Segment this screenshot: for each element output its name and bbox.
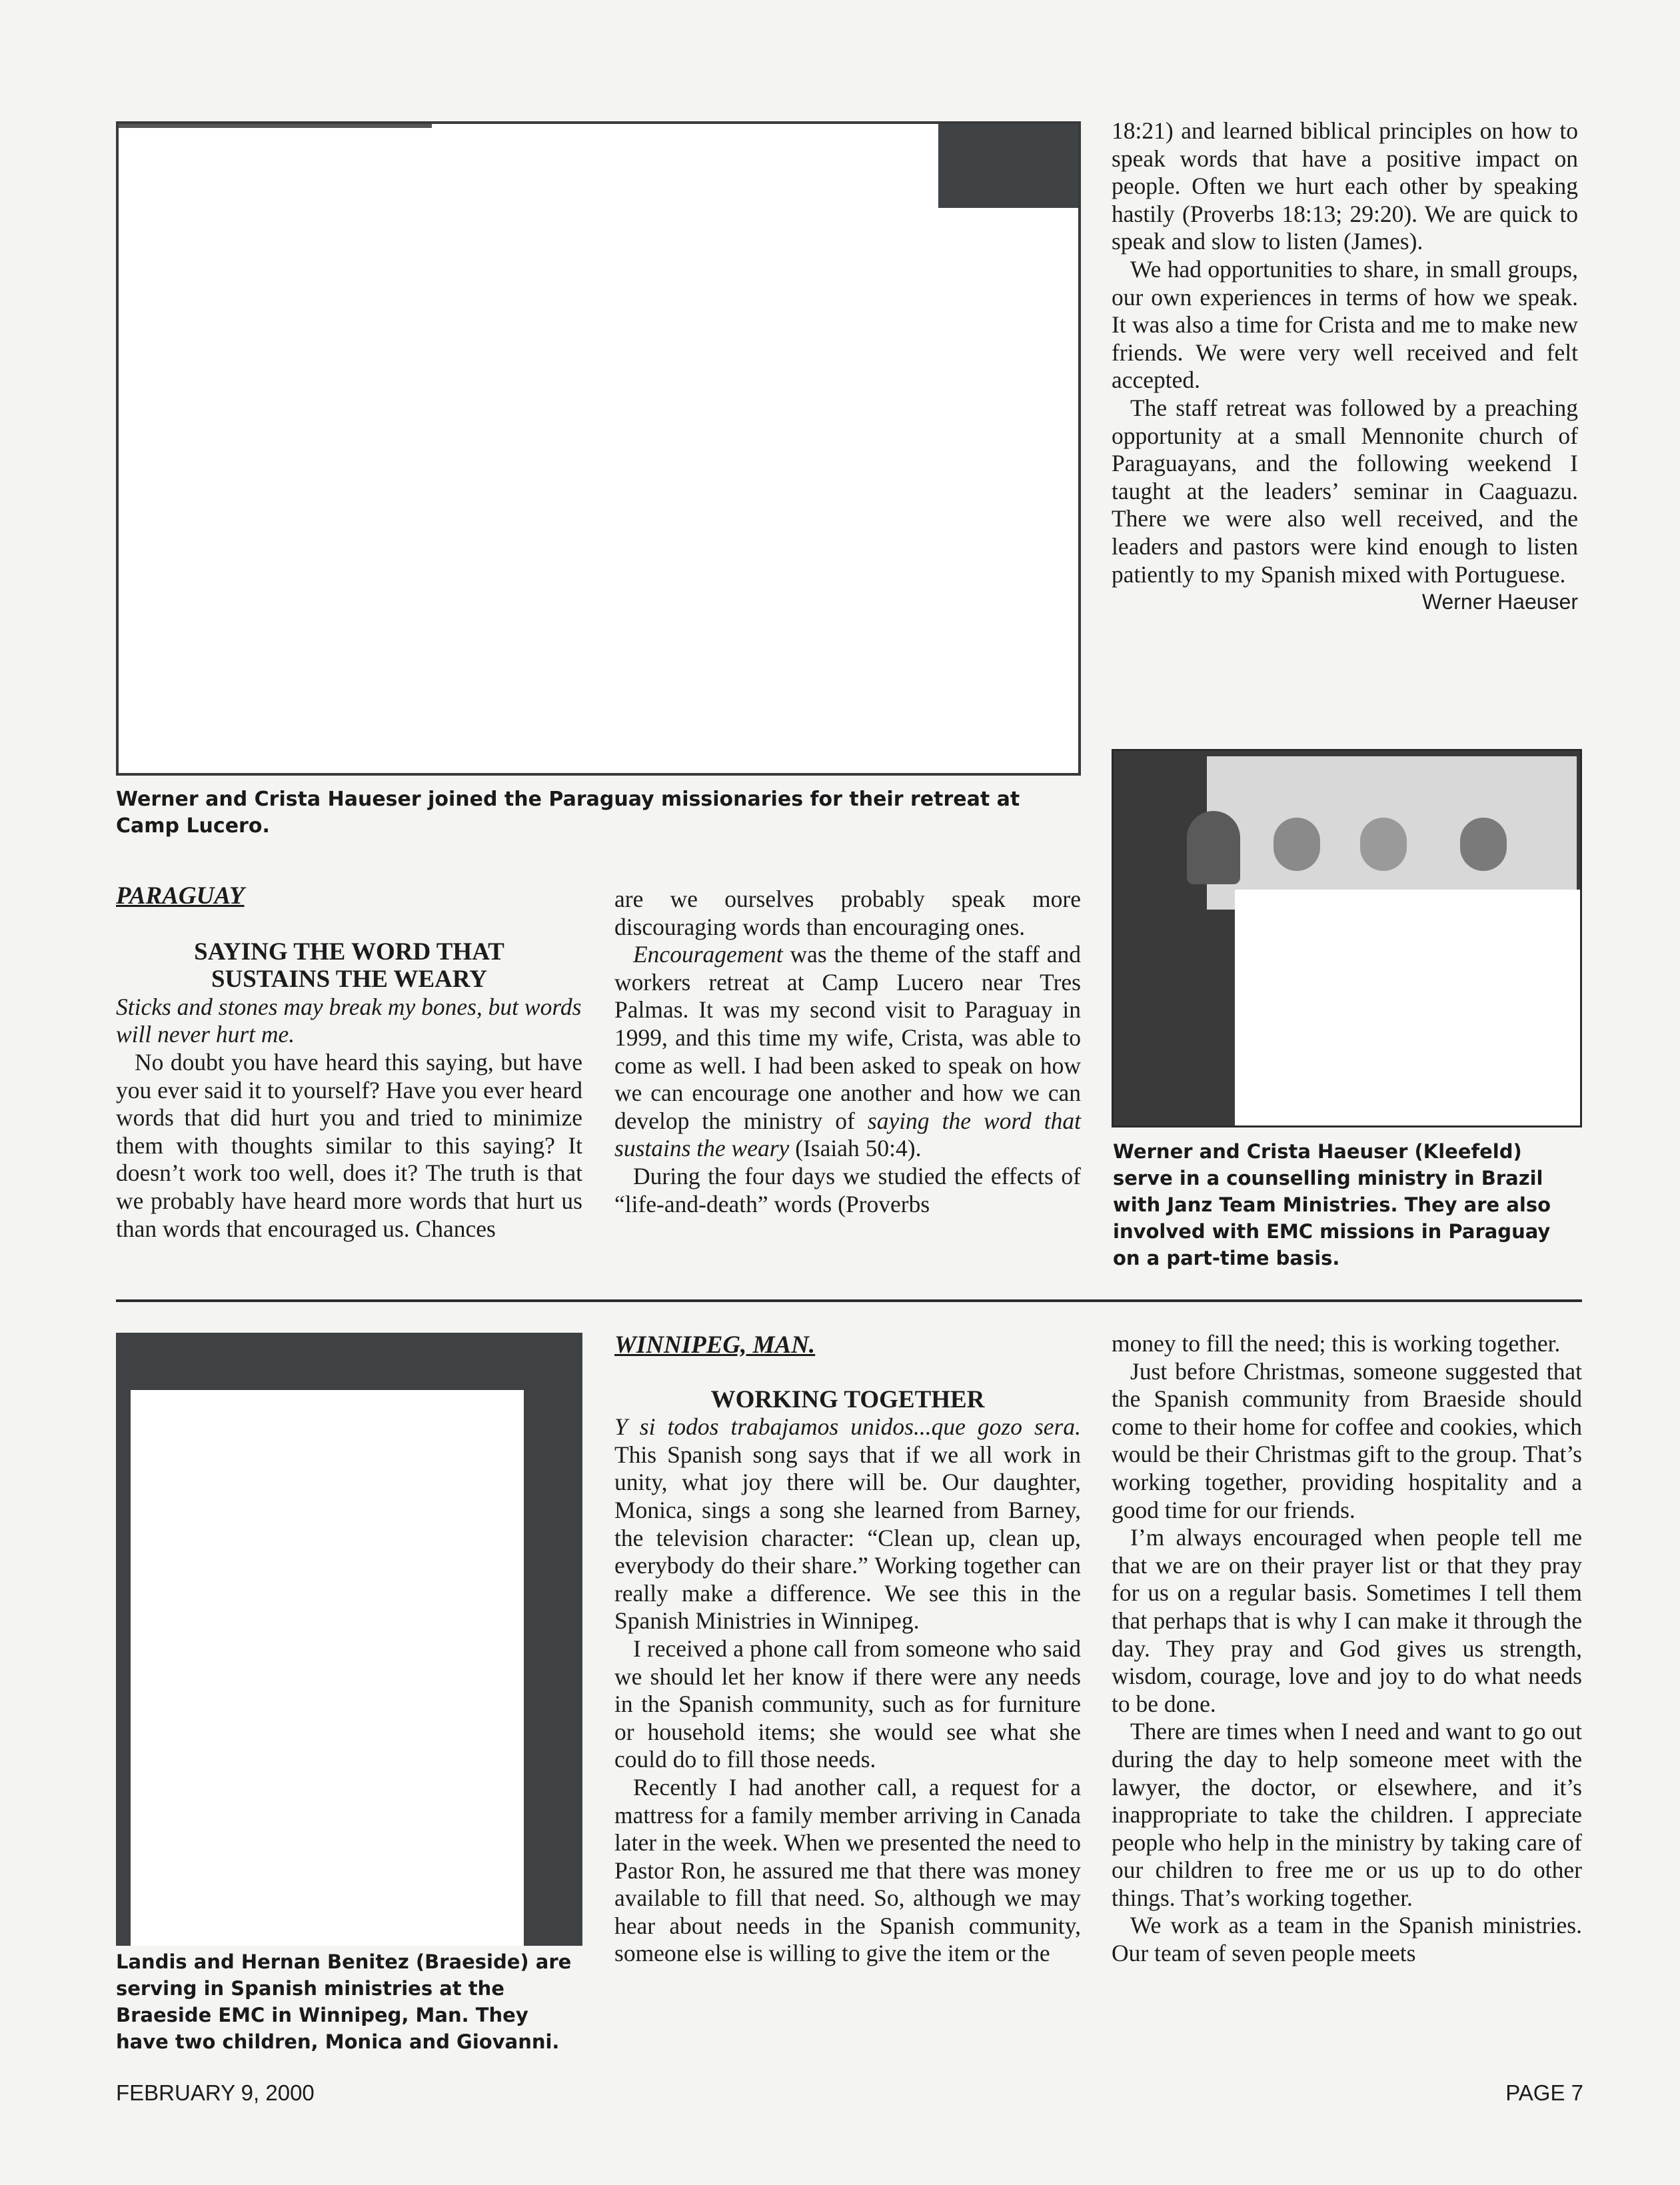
footer-date: FEBRUARY 9, 2000 — [116, 2080, 315, 2105]
text: This Spanish song says that if we all work in unity, what joy there will be. Our daughter, Monica, sings a song she learned from Barney, the television character: “Clean up, clean up, everybody do their share.” Working together can really make a difference. We see this in the Spanish Ministries in Winnipeg. — [614, 1441, 1081, 1635]
top-column-3 — [1112, 117, 1578, 616]
top-column-1 — [116, 882, 582, 1243]
article-heading: WORKING TOGETHER — [710, 1385, 985, 1413]
signature: Werner Haeuser — [1421, 590, 1578, 614]
photo-figure — [1187, 811, 1240, 884]
text: was the theme of the staff and workers retreat at Camp Lucero near Tres Palmas. It was my second visit to Paraguay in 1999, and this time my wife, Crista, was able to come as well. I had been asked to speak on how we can encourage one another and how we can develop the ministry of — [614, 941, 1081, 1134]
text: (Isaiah 50:4). — [789, 1135, 922, 1162]
photo-white-area — [131, 1390, 524, 1946]
paragraph: Recently I had another call, a request for a mattress for a family member arriving in Canada later in the week. When we presented the need to Pastor Ron, he assured me that there was money available to fill that need. So, although we may hear about needs in the Spanish community, someone else is willing to give the item or the — [614, 1773, 1081, 1967]
retreat-photo-caption: Werner and Crista Haueser joined the Paraguay missionaries for their retreat at Camp Lucero. — [116, 788, 1020, 838]
bottom-column-3 — [1112, 1330, 1582, 1968]
photo-texture — [938, 124, 1078, 208]
benitez-photo-caption: Landis and Hernan Benitez (Braeside) are serving in Spanish ministries at the Braeside EMC in Winnipeg, Man. They have two children, Monica and Giovanni. — [116, 1950, 572, 2053]
paragraph: During the four days we studied the effects of “life-and-death” words (Proverbs — [614, 1162, 1081, 1217]
paragraph: I received a phone call from someone who said we should let her know if there were any needs in the Spanish community, such as for furniture or household items; she would see what she could do to fill those needs. — [614, 1635, 1081, 1773]
paragraph: No doubt you have heard this saying, but have you ever said it to yourself? Have you ever heard words that did hurt you and tried to minimize them with thoughts similar to this saying? It doesn’t work too well, does it? The truth is that we probably have heard more words that hurt us than words that encouraged us. Chances — [116, 1048, 582, 1242]
benitez-photo — [116, 1333, 582, 1946]
paragraph: We had opportunities to share, in small groups, our own experiences in terms of how we speak. It was also a time for Crista and me to make new friends. We were very well received and felt accepted. — [1112, 255, 1578, 394]
photo-figure — [1360, 818, 1407, 871]
retreat-photo — [116, 121, 1081, 776]
footer-page-number: PAGE 7 — [1505, 2080, 1583, 2105]
paragraph: Just before Christmas, someone suggested that the Spanish community from Braeside should come to their home for coffee and cookies, which would be their Christmas gift to the group. That’s working together, providing hospitality and a good time for our friends. — [1112, 1357, 1582, 1523]
top-column-2 — [614, 886, 1081, 1218]
paragraph: I’m always encouraged when people tell me that we are on their prayer list or that they pray for us on a regular basis. Sometimes I tell them that perhaps that is why I can make it through the day. They pray and God gives us strength, wisdom, courage, love and joy to do what needs to be done. — [1112, 1524, 1582, 1717]
paragraph: 18:21) and learned biblical principles on how to speak words that have a positive impact on people. Often we hurt each other by speaking hastily (Proverbs 18:13; 29:20). We are quick to speak and slow to listen (James). — [1112, 117, 1578, 255]
photo-texture-strip — [119, 124, 432, 128]
photo-white-area — [1235, 890, 1580, 1125]
paragraph: are we ourselves probably speak more discouraging words than encouraging ones. — [614, 886, 1081, 940]
section-divider — [116, 1299, 1582, 1302]
paragraph — [614, 941, 1081, 1163]
section-title-winnipeg: WINNIPEG, MAN. — [614, 1331, 816, 1359]
epigraph: Y si todos trabajamos unidos...que gozo sera. — [614, 1413, 1081, 1441]
paragraph: The staff retreat was followed by a preaching opportunity at a small Mennonite church of Paraguayans, and the following weekend I taught at the leaders’ seminar in Caaguazu. There we were also well received, and the leaders and pastors were kind enough to listen patiently to my Spanish mixed with Portuguese. — [1112, 394, 1578, 588]
family-photo-caption: Werner and Crista Haeuser (Kleefeld) serve in a counselling ministry in Brazil with Janz Team Ministries. They are also involved with EMC missions in Paraguay on a part-time basis. — [1113, 1140, 1551, 1269]
article-heading-line2: SUSTAINS THE WEARY — [211, 966, 488, 994]
paragraph: We work as a team in the Spanish ministries. Our team of seven people meets — [1112, 1912, 1582, 1967]
photo-figure — [1273, 818, 1320, 871]
paragraph: money to fill the need; this is working together. — [1112, 1330, 1561, 1357]
family-photo — [1112, 749, 1582, 1127]
paragraph: There are times when I need and want to go out during the day to help someone meet with the lawyer, the doctor, or elsewhere, and it’s inappropriate to take the children. I appreciate people who help in the ministry by taking care of our children to free me or us up to do other things. That’s working together. — [1112, 1718, 1582, 1911]
photo-figure — [1460, 818, 1507, 871]
epigraph: Sticks and stones may break my bones, but words will never hurt me. — [116, 993, 582, 1048]
section-title-paraguay: PARAGUAY — [116, 882, 245, 910]
article-heading-line1: SAYING THE WORD THAT — [194, 938, 504, 966]
paragraph — [614, 1413, 1081, 1635]
bottom-column-2 — [614, 1331, 1081, 1968]
emphasis: saying the word that sustains the weary — [614, 1107, 1081, 1162]
emphasis: Encouragement — [633, 941, 783, 968]
